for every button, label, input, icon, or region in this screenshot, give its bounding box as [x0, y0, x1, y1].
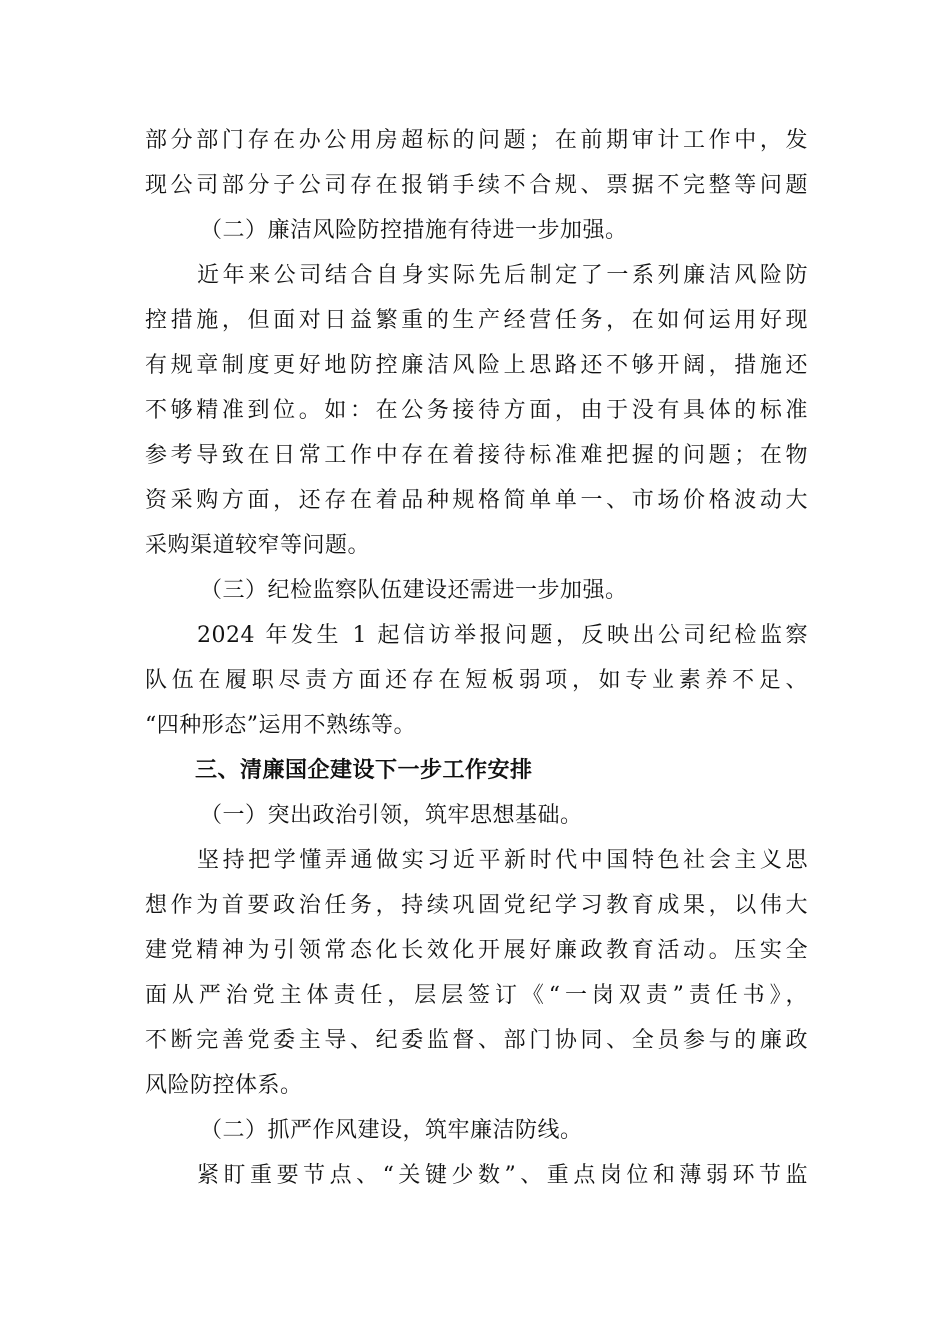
paragraph-line: 风险防控体系。 — [145, 1073, 303, 1098]
paragraph-line: “四种形态”运用不熟练等。 — [145, 713, 416, 738]
paragraph-line: 紧盯重要节点、“关键少数”、重点岗位和薄弱环节监 — [197, 1163, 808, 1188]
paragraph-line: 坚持把学懂弄通做实习近平新时代中国特色社会主义思 — [197, 848, 808, 873]
paragraph-line: 资采购方面，还存在着品种规格简单单一、市场价格波动大 — [145, 488, 808, 513]
paragraph-line: 不够精准到位。如：在公务接待方面，由于没有具体的标准 — [145, 398, 808, 423]
paragraph-line: 控措施，但面对日益繁重的生产经营任务，在如何运用好现 — [145, 308, 808, 333]
paragraph-line: 现公司部分子公司存在报销手续不合规、票据不完整等问题 — [145, 173, 808, 198]
paragraph-line: 采购渠道较窄等问题。 — [145, 533, 371, 558]
subheading-2b: （二）抓严作风建设，筑牢廉洁防线。 — [200, 1118, 583, 1143]
paragraph-line: 想作为首要政治任务，持续巩固党纪学习教育成果，以伟大 — [145, 893, 808, 918]
paragraph-line: 队伍在履职尽责方面还存在短板弱项，如专业素养不足、 — [145, 668, 808, 693]
paragraph-line: 有规章制度更好地防控廉洁风险上思路还不够开阔，措施还 — [145, 353, 808, 378]
paragraph-line: 近年来公司结合自身实际先后制定了一系列廉洁风险防 — [197, 263, 808, 288]
paragraph-line: 面从严治党主体责任，层层签订《“一岗双责”责任书》， — [145, 983, 808, 1008]
subheading-1: （一）突出政治引领，筑牢思想基础。 — [200, 803, 583, 828]
paragraph-line: 建党精神为引领常态化长效化开展好廉政教育活动。压实全 — [145, 938, 808, 963]
document-body — [145, 118, 808, 1198]
section-heading-3: 三、清廉国企建设下一步工作安排 — [195, 758, 533, 783]
paragraph-line: 部分部门存在办公用房超标的问题；在前期审计工作中，发 — [145, 128, 808, 153]
subheading-2: （二）廉洁风险防控措施有待进一步加强。 — [200, 218, 628, 243]
paragraph-line: 参考导致在日常工作中存在着接待标准难把握的问题；在物 — [145, 443, 808, 468]
paragraph-line: 不断完善党委主导、纪委监督、部门协同、全员参与的廉政 — [145, 1028, 808, 1053]
subheading-3: （三）纪检监察队伍建设还需进一步加强。 — [200, 578, 628, 603]
paragraph-line: 2024 年发生 1 起信访举报问题，反映出公司纪检监察 — [197, 623, 808, 648]
